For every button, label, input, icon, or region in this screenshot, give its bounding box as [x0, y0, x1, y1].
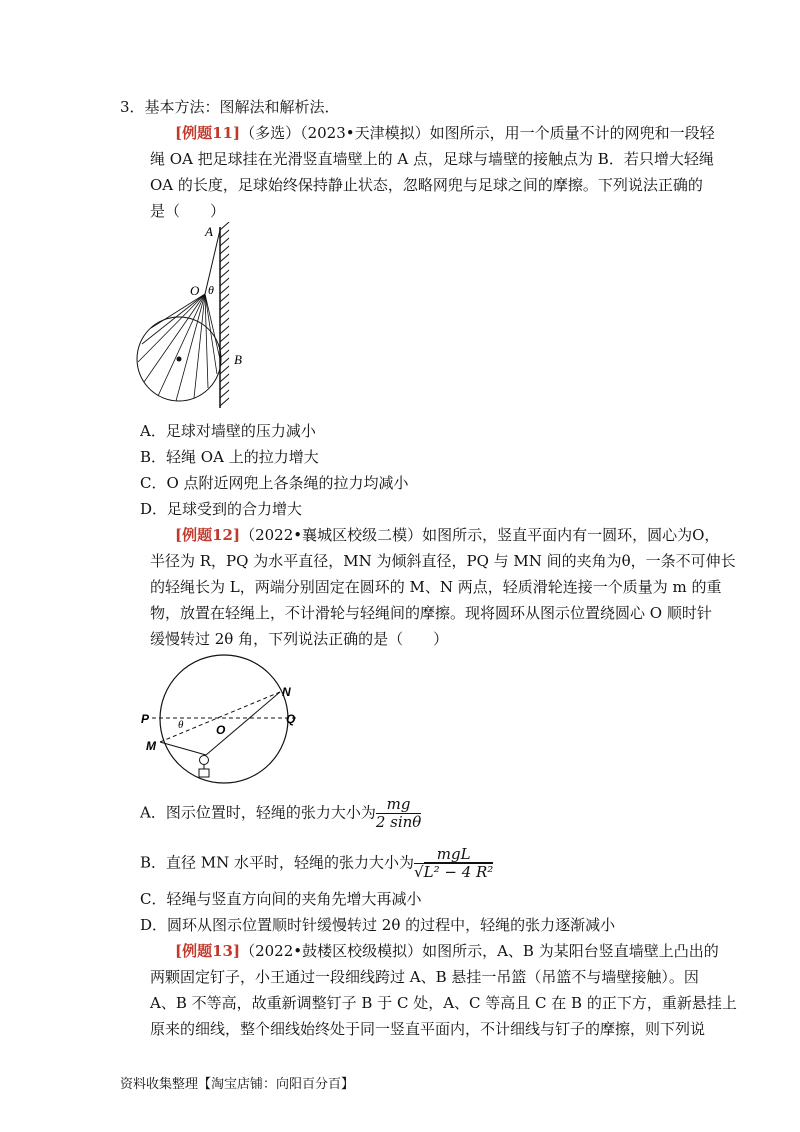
- q13-line-3: A、B 不等高，故重新调整钉子 B 于 C 处，A、C 等高且 C 在 B 的正下方，重新悬挂上: [150, 994, 737, 1012]
- q12-figure: [138, 652, 313, 787]
- q12-fig-label-q: Q: [286, 712, 296, 726]
- q12-option-a-den: 2 sinθ: [375, 813, 422, 831]
- page-footer: 资料收集整理【淘宝店铺：向阳百分百】: [120, 1077, 355, 1092]
- q11-fig-label-a: A: [205, 224, 213, 239]
- q11-fig-label-o: O: [190, 283, 200, 298]
- q11-line-4: 是（ ）: [150, 202, 226, 220]
- q11-tag: [例题11]: [175, 124, 241, 142]
- q12-option-d: D．圆环从图示位置顺时针缓慢转过 2θ 的过程中，轻绳的张力逐渐减小: [140, 916, 616, 934]
- q13-line-1: [175, 938, 719, 964]
- q13-line-2: 两颗固定钉子，小王通过一段细线跨过 A、B 悬挂一吊篮（吊篮不与墙壁接触）。因: [150, 968, 699, 986]
- q11-option-a: A．足球对墙壁的压力减小: [140, 422, 316, 440]
- q12-option-b: [140, 846, 493, 881]
- q12-option-b-num: mgL: [414, 846, 493, 864]
- q12-line-2: 半径为 R，PQ 为水平直径，MN 为倾斜直径，PQ 与 MN 间的夹角为θ，一条不可伸长: [150, 552, 736, 570]
- q11-figure: [130, 222, 260, 412]
- q11-option-c: C．O 点附近网兜上各条绳的拉力均减小: [140, 474, 409, 492]
- q12-fig-label-p: P: [141, 712, 150, 726]
- q12-fig-label-n: N: [282, 685, 291, 699]
- q11-fig-label-b: B: [234, 352, 242, 367]
- q12-option-a-num: mg: [376, 796, 422, 814]
- q11-line-2: 绳 OA 把足球挂在光滑竖直墙壁上的 A 点，足球与墙壁的接触点为 B．若只增大轻绳: [150, 150, 714, 168]
- q11-fig-label-theta: θ: [208, 283, 214, 297]
- q12-text-1: （2022•襄城区校级二模）如图所示，竖直平面内有一圆环，圆心为O，: [240, 526, 720, 544]
- q12-tag: [例题12]: [175, 526, 241, 544]
- q13-line-4: 原来的细线，整个细线始终处于同一竖直平面内，不计细线与钉子的摩擦，则下列说: [150, 1020, 706, 1038]
- q11-option-d: D．足球受到的合力增大: [140, 500, 303, 518]
- q12-option-a-fraction: [376, 796, 422, 831]
- q12-fig-label-m: M: [146, 739, 156, 753]
- q12-option-b-den-wrap: √L² − 4 R²: [414, 863, 494, 881]
- q12-line-1: [175, 522, 719, 548]
- section-heading: 3．基本方法：图解法和解析法．: [120, 98, 340, 116]
- q11-line-3: OA 的长度，足球始终保持静止状态，忽略网兜与足球之间的摩擦。下列说法正确的: [150, 176, 703, 194]
- q12-fig-label-o: O: [216, 723, 226, 737]
- q13-text-1: （2022•鼓楼区校级模拟）如图所示，A、B 为某阳台竖直墙壁上凸出的: [240, 942, 719, 960]
- q12-option-a: [140, 796, 421, 831]
- q12-option-b-text: B．直径 MN 水平时，轻绳的张力大小为: [140, 853, 415, 872]
- q12-line-3: 的轻绳长为 L，两端分别固定在圆环的 M、N 两点，轻质滑轮连接一个质量为 m 的重: [150, 578, 722, 596]
- q12-fig-label-theta: θ: [178, 719, 184, 731]
- q12-line-4: 物，放置在轻绳上，不计滑轮与轻绳间的摩擦。现将圆环从图示位置绕圆心 O 顺时针: [150, 604, 712, 622]
- q11-option-b: B．轻绳 OA 上的拉力增大: [140, 448, 319, 466]
- q12-option-a-text: A．图示位置时，轻绳的张力大小为: [140, 803, 376, 822]
- q12-option-c: C．轻绳与竖直方向间的夹角先增大再减小: [140, 890, 422, 908]
- q12-option-b-fraction: [414, 846, 493, 881]
- q11-line-1: [175, 120, 715, 146]
- q11-text-1: （多选）（2023•天津模拟）如图所示，用一个质量不计的网兜和一段轻: [240, 124, 715, 142]
- q13-tag: [例题13]: [175, 942, 241, 960]
- q12-line-5: 缓慢转过 2θ 角，下列说法正确的是（ ）: [150, 630, 449, 648]
- q12-option-b-den: L² − 4 R²: [423, 863, 494, 881]
